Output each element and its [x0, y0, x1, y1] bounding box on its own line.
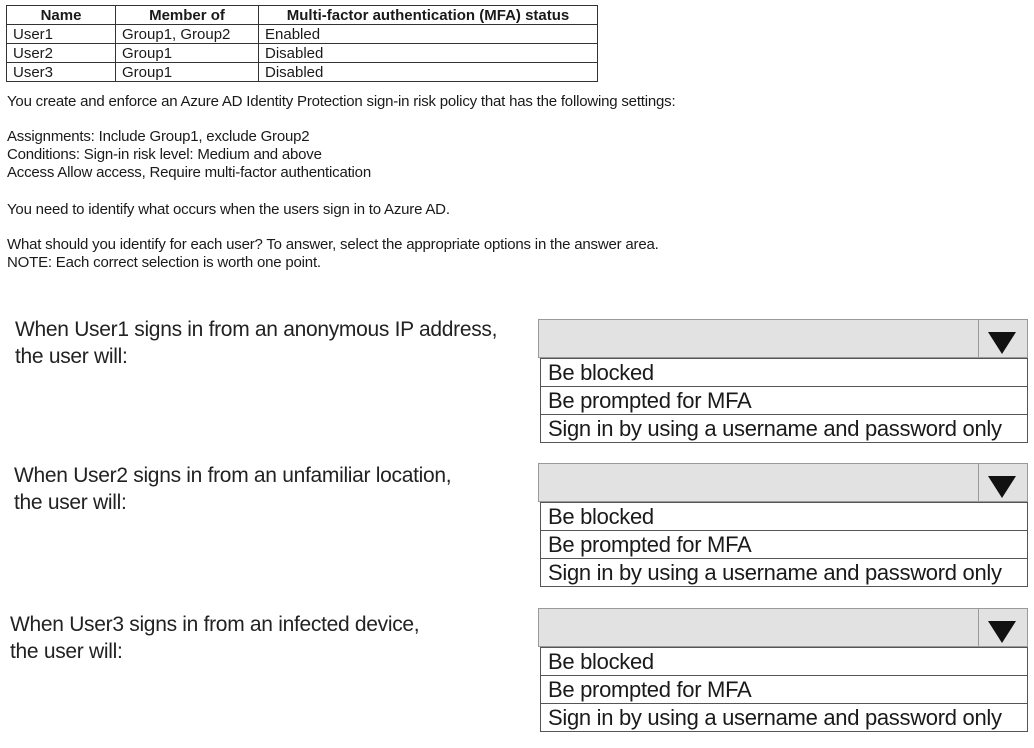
dropdown-2-selected-box[interactable] — [538, 463, 1028, 502]
option-sign-in-username-password[interactable]: Sign in by using a username and password only — [541, 414, 1027, 442]
header-name: Name — [7, 6, 116, 25]
table-header-row — [7, 6, 598, 25]
header-member-of: Member of — [116, 6, 259, 25]
triangle-down-icon[interactable] — [978, 609, 1027, 646]
cell-member-of: Group1 — [116, 63, 259, 82]
user-table — [6, 5, 598, 82]
answer-dropdown-3[interactable] — [538, 608, 1028, 732]
instruction-text: What should you identify for each user? To answer, select the appropriate options in the answer area. — [7, 236, 659, 253]
question-2-line1: When User2 signs in from an unfamiliar location, — [14, 464, 452, 487]
option-be-prompted-for-mfa[interactable]: Be prompted for MFA — [541, 386, 1027, 414]
note-text: NOTE: Each correct selection is worth one point. — [7, 254, 321, 271]
answer-dropdown-1[interactable] — [538, 319, 1028, 443]
answer-dropdown-2[interactable] — [538, 463, 1028, 587]
table-row — [7, 44, 598, 63]
table-row — [7, 63, 598, 82]
dropdown-2-options — [540, 502, 1028, 587]
question-3-line1: When User3 signs in from an infected device, — [10, 613, 420, 636]
setting-assignments: Assignments: Include Group1, exclude Group2 — [7, 128, 310, 145]
cell-name: User2 — [7, 44, 116, 63]
question-1-line1: When User1 signs in from an anonymous IP address, — [15, 318, 498, 341]
intro-text: You create and enforce an Azure AD Identity Protection sign-in risk policy that has the following settings: — [7, 93, 676, 110]
setting-conditions: Conditions: Sign-in risk level: Medium and above — [7, 146, 322, 163]
option-sign-in-username-password[interactable]: Sign in by using a username and password only — [541, 558, 1027, 586]
triangle-down-icon[interactable] — [978, 464, 1027, 501]
option-be-prompted-for-mfa[interactable]: Be prompted for MFA — [541, 675, 1027, 703]
question-2-prompt — [14, 462, 451, 516]
triangle-down-icon[interactable] — [978, 320, 1027, 357]
question-3-prompt — [10, 611, 419, 665]
option-be-blocked[interactable]: Be blocked — [541, 502, 1027, 530]
cell-name: User1 — [7, 25, 116, 44]
question-2-line2: the user will: — [14, 491, 127, 514]
cell-mfa-status: Disabled — [259, 63, 598, 82]
cell-member-of: Group1, Group2 — [116, 25, 259, 44]
cell-name: User3 — [7, 63, 116, 82]
option-be-blocked[interactable]: Be blocked — [541, 647, 1027, 675]
setting-access: Access Allow access, Require multi-factor authentication — [7, 164, 371, 181]
cell-member-of: Group1 — [116, 44, 259, 63]
task-text: You need to identify what occurs when the users sign in to Azure AD. — [7, 201, 450, 218]
question-1-line2: the user will: — [15, 345, 128, 368]
question-1-prompt — [15, 316, 497, 370]
option-be-blocked[interactable]: Be blocked — [541, 358, 1027, 386]
table-row — [7, 25, 598, 44]
dropdown-1-options — [540, 358, 1028, 443]
option-be-prompted-for-mfa[interactable]: Be prompted for MFA — [541, 530, 1027, 558]
question-3-line2: the user will: — [10, 640, 123, 663]
option-sign-in-username-password[interactable]: Sign in by using a username and password only — [541, 703, 1027, 731]
cell-mfa-status: Enabled — [259, 25, 598, 44]
dropdown-3-options — [540, 647, 1028, 732]
cell-mfa-status: Disabled — [259, 44, 598, 63]
dropdown-3-selected-box[interactable] — [538, 608, 1028, 647]
dropdown-1-selected-box[interactable] — [538, 319, 1028, 358]
header-mfa-status: Multi-factor authentication (MFA) status — [259, 6, 598, 25]
